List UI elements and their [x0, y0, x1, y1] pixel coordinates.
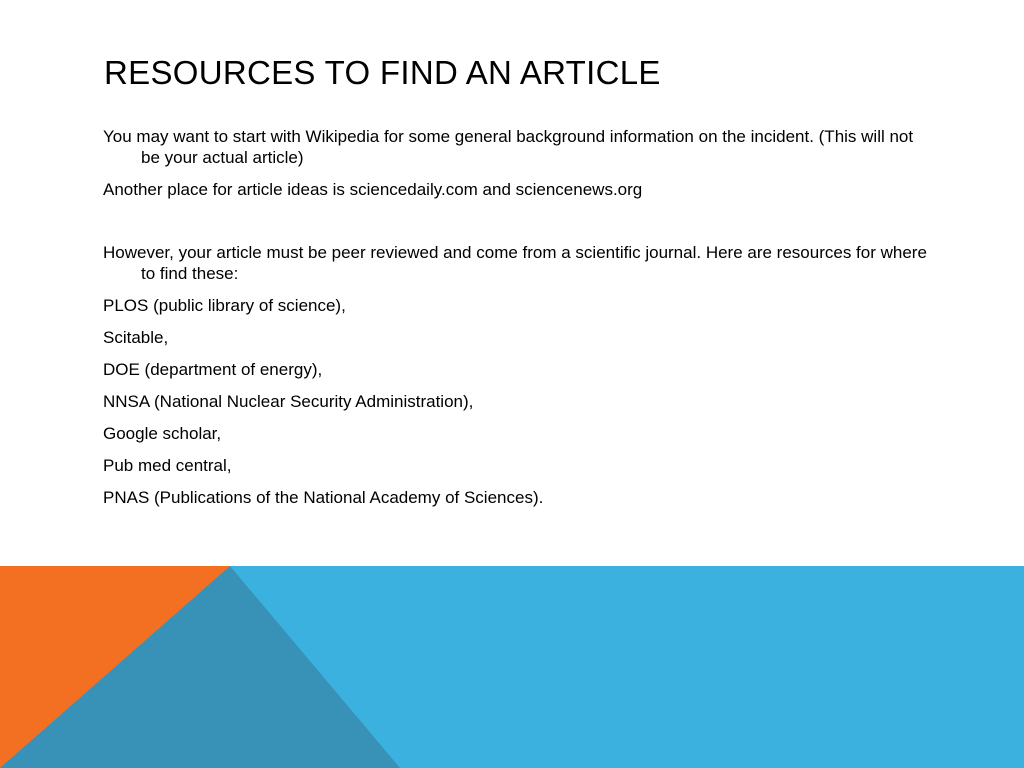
resource-plos: PLOS (public library of science), [103, 296, 346, 315]
decorative-footer-banner [0, 566, 1024, 768]
resource-doe: DOE (department of energy), [103, 360, 323, 379]
slide-title: RESOURCES TO FIND AN ARTICLE [104, 54, 661, 91]
paragraph-article-ideas: Another place for article ideas is sciencedaily.com and sciencenews.org [103, 180, 643, 199]
paragraph-wikipedia: You may want to start with Wikipedia for some general background information on the incident. (This will not be your actual article) [103, 127, 914, 167]
slide-body [103, 126, 933, 508]
paragraph-peer-reviewed: However, your article must be peer reviewed and come from a scientific journal. Here are resources for where to find these: [103, 243, 927, 283]
resource-google-scholar: Google scholar, [103, 424, 222, 443]
resource-nnsa: NNSA (National Nuclear Security Administration), [103, 392, 474, 411]
resource-pubmed-central: Pub med central, [103, 456, 232, 475]
resource-scitable: Scitable, [103, 328, 169, 347]
resource-pnas: PNAS (Publications of the National Academy of Sciences). [103, 488, 544, 507]
